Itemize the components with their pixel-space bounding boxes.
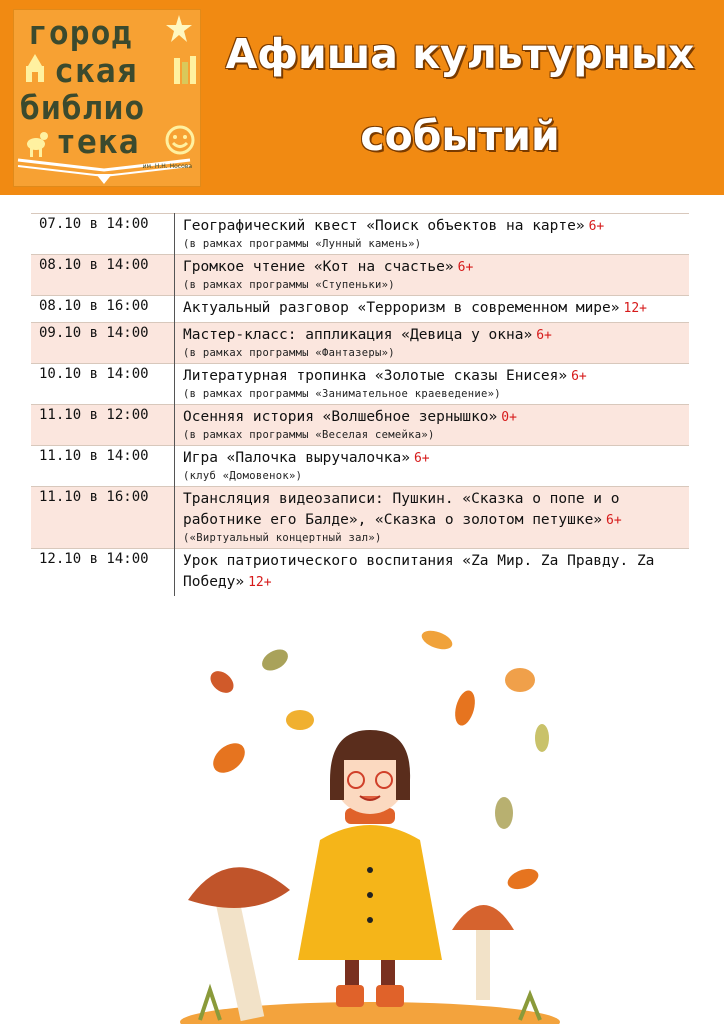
event-description: [175, 255, 690, 296]
event-title: Литературная тропинка «Золотые сказы Енисея»: [183, 368, 568, 384]
library-logo: [13, 9, 201, 187]
logo-line-1: город: [28, 13, 133, 52]
event-title: Осенняя история «Волшебное зернышко»: [183, 409, 498, 425]
age-rating: 12+: [248, 575, 272, 590]
age-rating: 6+: [571, 369, 587, 384]
event-description: [175, 214, 690, 255]
event-title: Игра «Палочка выручалочка»: [183, 450, 410, 466]
page-title-line-1: Афиша культурных: [225, 30, 695, 78]
logo-subtitle: им. Н.Н. Носова: [142, 163, 192, 170]
event-date: 11.10 в 16:00: [31, 487, 175, 549]
event-description: [175, 446, 690, 487]
logo-line-4: тека: [56, 122, 140, 161]
event-title: Мастер-класс: аппликация «Девица у окна»: [183, 327, 533, 343]
page-title-line-2: событий: [360, 112, 560, 160]
smiley-icon: [164, 124, 196, 156]
age-rating: 6+: [536, 328, 552, 343]
event-note: (в рамках программы «Ступеньки»): [183, 279, 395, 291]
logo-line-3: библио: [20, 88, 146, 127]
age-rating: 6+: [588, 219, 605, 234]
church-icon: [20, 52, 50, 84]
age-rating: 0+: [501, 410, 517, 425]
event-date: 09.10 в 14:00: [31, 323, 175, 364]
event-description: [175, 487, 690, 549]
event-row: [31, 487, 689, 549]
event-date: 08.10 в 14:00: [31, 255, 175, 296]
event-description: [175, 296, 690, 323]
event-description: [175, 405, 690, 446]
event-date: 11.10 в 14:00: [31, 446, 175, 487]
event-date: 08.10 в 16:00: [31, 296, 175, 323]
autumn-girl-illustration: [0, 630, 724, 1024]
age-rating: 12+: [623, 301, 647, 316]
age-rating: 6+: [606, 513, 622, 528]
event-date: 12.10 в 14:00: [31, 549, 175, 597]
event-title: Географический квест «Поиск объектов на карте»: [183, 218, 585, 234]
event-row: [31, 323, 689, 364]
event-date: 10.10 в 14:00: [31, 364, 175, 405]
event-description: [175, 323, 690, 364]
age-rating: 6+: [457, 260, 474, 275]
event-title: Урок патриотического воспитания «Za Мир. Za Правду. Zа Победу»: [183, 553, 655, 590]
event-row: [31, 296, 689, 323]
event-note: (в рамках программы «Веселая семейка»): [183, 429, 435, 441]
event-title: Громкое чтение «Кот на счастье»: [183, 259, 454, 275]
event-description: [175, 549, 690, 597]
books-icon: [172, 54, 198, 86]
event-note: (в рамках программы «Лунный камень»): [183, 238, 422, 250]
event-row: [31, 214, 689, 255]
deer-icon: [20, 126, 52, 158]
open-book-icon: [14, 156, 200, 186]
age-rating: 6+: [413, 451, 430, 466]
event-row: [31, 405, 689, 446]
event-note: (в рамках программы «Занимательное краеведение»): [183, 388, 501, 400]
event-row: [31, 549, 689, 597]
event-title: Трансляция видеозаписи: Пушкин. «Сказка о попе и о работнике его Балде», «Сказка о золотом петушке»: [183, 491, 620, 528]
event-note: (клуб «Домовенок»): [183, 470, 303, 482]
events-table: [31, 213, 689, 596]
event-row: [31, 364, 689, 405]
event-date: 07.10 в 14:00: [31, 214, 175, 255]
header-banner: [0, 0, 724, 195]
event-row: [31, 255, 689, 296]
event-title: Актуальный разговор «Терроризм в современном мире»: [183, 300, 620, 316]
event-note: («Виртуальный концертный зал»): [183, 532, 382, 544]
event-row: [31, 446, 689, 487]
event-note: (в рамках программы «Фантазеры»): [183, 347, 395, 359]
event-date: 11.10 в 12:00: [31, 405, 175, 446]
star-icon: [164, 14, 194, 44]
event-description: [175, 364, 690, 405]
logo-line-2: ская: [54, 51, 138, 90]
